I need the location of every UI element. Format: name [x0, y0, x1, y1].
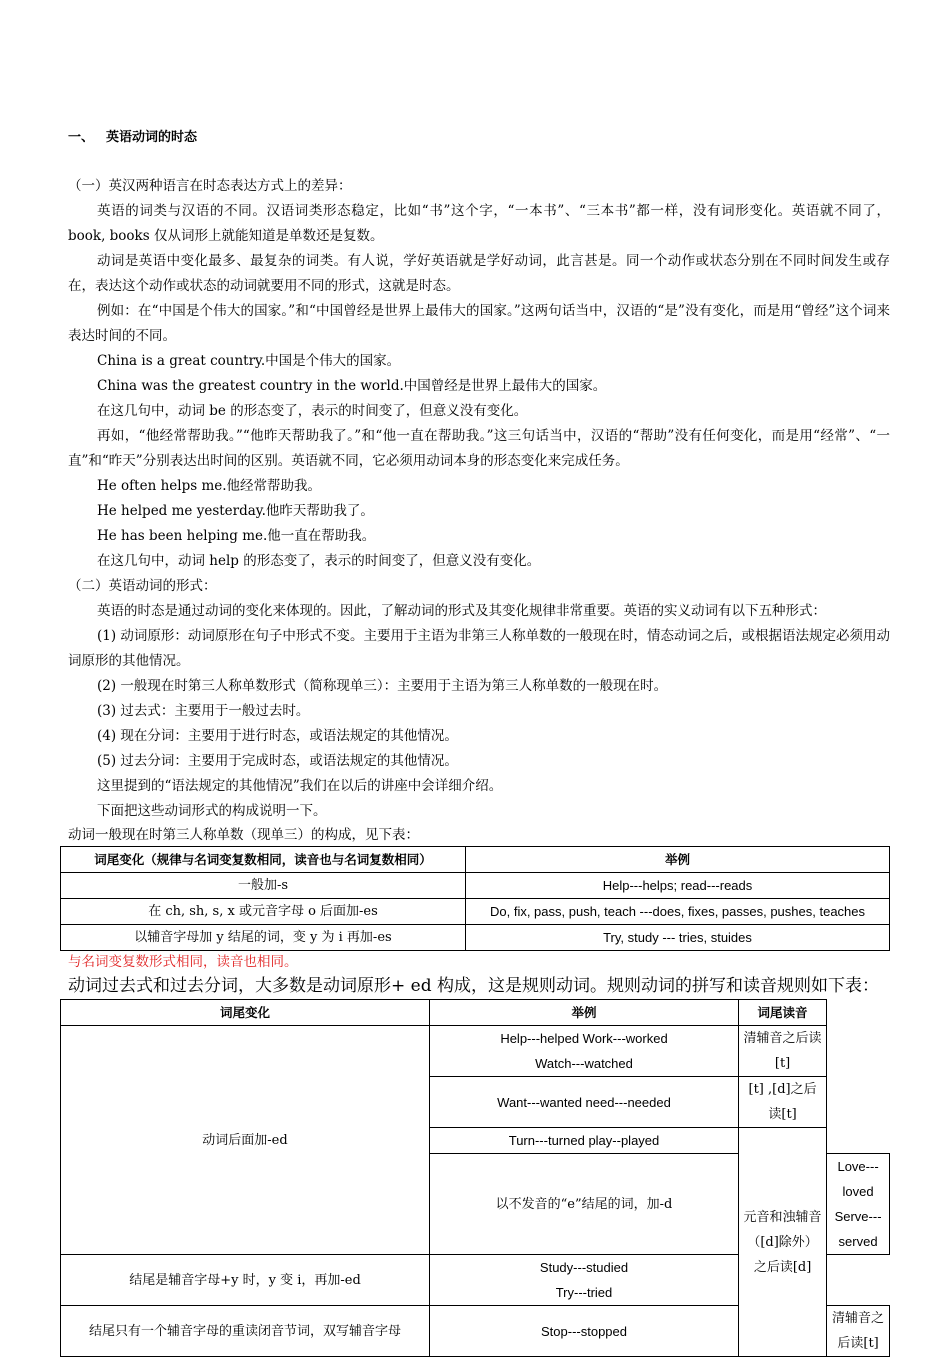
- example-line: Love---loved: [837, 1159, 879, 1199]
- heading-number: 一、: [68, 130, 95, 145]
- table-row: [61, 899, 890, 925]
- third-person-singular-table: [60, 846, 890, 951]
- table-cell: [t] ,[d]之后读[t]: [739, 1077, 827, 1128]
- example-line: Study---studied: [539, 1260, 629, 1275]
- table-cell: 以不发音的“e”结尾的词，加-d: [430, 1154, 739, 1255]
- table-cell: 在 ch, sh, s, x 或元音字母 o 后面加-es: [61, 899, 466, 925]
- example-sentence: He has been helping me.他一直在帮助我。: [97, 528, 376, 544]
- table-cell: 一般加-s: [61, 873, 466, 899]
- example-sentence: China is a great country.中国是个伟大的国家。: [97, 353, 401, 369]
- table-cell: 清辅音之后读[t]: [827, 1306, 890, 1357]
- paragraph: 例如：在“中国是个伟大的国家。”和“中国曾经是世界上最伟大的国家。”这两句话当中，汉语的“是”没有变化，而是用“曾经”这个词来表达时间的不同。: [68, 303, 890, 344]
- paragraph: 英语的时态是通过动词的变化来体现的。因此，了解动词的形式及其变化规律非常重要。英语的实义动词有以下五种形式：: [97, 603, 826, 619]
- red-note: 与名词变复数形式相同，读音也相同。: [68, 954, 298, 970]
- table-cell: [430, 1026, 739, 1077]
- list-item: (1) 动词原形：动词原形在句子中形式不变。主要用于主语为非第三人称单数的一般现在时，情态动词之后，或根据语法规定必须用动词原形的其他情况。: [68, 628, 890, 669]
- table-cell: 结尾只有一个辅音字母的重读闭音节词，双写辅音字母: [61, 1306, 430, 1357]
- section-heading: [68, 126, 197, 145]
- table-cell: 动词后面加-ed: [61, 1026, 430, 1255]
- paragraph: 动词是英语中变化最多、最复杂的词类。有人说，学好英语就是学好动词，此言甚是。同一个动作或状态分别在不同时间发生或存在，表达这个动作或状态的动词就要用不同的形式，这就是时态。: [68, 253, 890, 294]
- table-cell: 结尾是辅音字母+y 时，y 变 i，再加-ed: [61, 1255, 430, 1306]
- table-cell: 清辅音之后读[t]: [739, 1026, 827, 1077]
- table-header-row: [61, 847, 890, 873]
- table-row: [61, 1026, 890, 1077]
- example-sentence: He helped me yesterday.他昨天帮助我了。: [97, 503, 374, 519]
- table-cell: Help---helps; read---reads: [466, 873, 890, 899]
- paragraph: 下面把这些动词形式的构成说明一下。: [97, 803, 327, 819]
- past-tense-table: [60, 999, 890, 1357]
- list-item: (2) 一般现在时第三人称单数形式（简称现单三）：主要用于主语为第三人称单数的一般现在时。: [97, 678, 668, 694]
- example-sentence: He often helps me.他经常帮助我。: [97, 478, 322, 494]
- table-cell: Want---wanted need---needed: [430, 1077, 739, 1128]
- table-header: 举例: [430, 1000, 739, 1026]
- table-cell: [827, 1154, 890, 1255]
- table-cell: Turn---turned play--played: [430, 1128, 739, 1154]
- table-cell: [430, 1255, 739, 1306]
- subheading: （二）英语动词的形式：: [68, 578, 217, 594]
- table-header: 词尾变化: [61, 1000, 430, 1026]
- list-item: (5) 过去分词：主要用于完成时态，或语法规定的其他情况。: [97, 753, 458, 769]
- example-sentence: China was the greatest country in the world.中国曾经是世界上最伟大的国家。: [97, 378, 607, 394]
- example-line: Watch---watched: [535, 1056, 633, 1071]
- paragraph: 英语的词类与汉语的不同。汉语词类形态稳定，比如“书”这个字，“一本书”、“三本书”都一样，没有词形变化。英语就不同了，book, books 仅从词形上就能知道是单数还是复数。: [68, 203, 890, 244]
- paragraph: 在这几句中，动词 help 的形态变了，表示的时间变了，但意义没有变化。: [97, 553, 541, 569]
- heading-text: 英语动词的时态: [106, 130, 198, 145]
- list-item: (3) 过去式：主要用于一般过去时。: [97, 703, 310, 719]
- table-cell: 以辅音字母加 y 结尾的词，变 y 为 i 再加-es: [61, 925, 466, 951]
- table-cell: 元音和浊辅音（[d]除外）之后读[d]: [739, 1128, 827, 1357]
- table-header: 词尾变化（规律与名词变复数相同，读音也与名词复数相同）: [61, 847, 466, 873]
- body-text: [68, 174, 890, 846]
- table-cell: Stop---stopped: [430, 1306, 739, 1357]
- table-header: 词尾读音: [739, 1000, 827, 1026]
- example-line: Try---tried: [555, 1285, 613, 1300]
- paragraph: 在这几句中，动词 be 的形态变了，表示的时间变了，但意义没有变化。: [97, 403, 528, 419]
- paragraph: （一）英汉两种语言在时态表达方式上的差异：: [68, 178, 352, 194]
- example-line: Help---helped Work---worked: [500, 1031, 668, 1046]
- list-item: (4) 现在分词：主要用于进行时态，或语法规定的其他情况。: [97, 728, 458, 744]
- past-tense-intro: 动词过去式和过去分词，大多数是动词原形+ ed 构成，这是规则动词。规则动词的拼写和读音规则如下表：: [68, 976, 879, 996]
- table-header-row: [61, 1000, 890, 1026]
- table-caption: 动词一般现在时第三人称单数（现单三）的构成，见下表：: [68, 827, 419, 843]
- paragraph: 这里提到的“语法规定的其他情况”我们在以后的讲座中会详细介绍。: [97, 778, 503, 794]
- table-header: 举例: [466, 847, 890, 873]
- table-cell: Try, study --- tries, stuides: [466, 925, 890, 951]
- table-row: [61, 873, 890, 899]
- table-cell: Do, fix, pass, push, teach ---does, fixes, passes, pushes, teaches: [466, 899, 890, 925]
- paragraph: 再如，“他经常帮助我。”“他昨天帮助我了。”和“他一直在帮助我。”这三句话当中，汉语的“帮助”没有任何变化，而是用“经常”、“一直”和“昨天”分别表达出时间的区别。英语就不同，它必须用动词本身的形态变化来完成任务。: [68, 428, 890, 469]
- example-line: Serve---served: [834, 1209, 882, 1249]
- table-row: [61, 925, 890, 951]
